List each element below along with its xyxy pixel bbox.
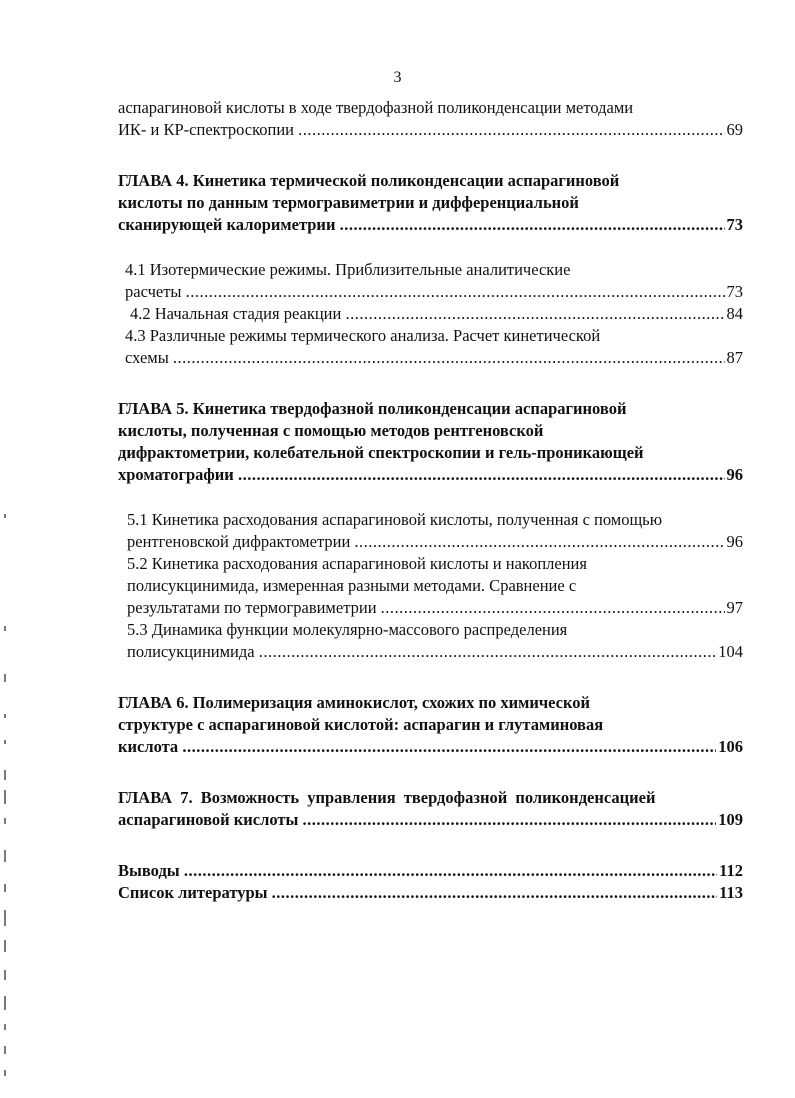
toc-section-4-1 [118, 259, 743, 303]
toc-section-4-2 [118, 303, 743, 325]
page-number: 3 [393, 69, 402, 86]
toc-leader-line [118, 809, 743, 831]
table-of-contents [118, 97, 743, 904]
chapter-title-line: сканирующей калориметрии [118, 215, 336, 234]
section-title-line: полисукцинимида, измеренная разными методами. Сравнение с [127, 576, 577, 595]
toc-chapter-7 [118, 787, 743, 831]
page-ref: 87 [726, 348, 743, 367]
chapter-title-line: кислота [118, 737, 179, 756]
toc-references [118, 882, 743, 904]
chapter-title-line: дифрактометрии, колебательной спектроскопии и гель-проникающей [118, 443, 644, 462]
page-ref: 96 [726, 532, 743, 551]
toc-leader-line [118, 860, 743, 882]
toc-conclusions [118, 860, 743, 882]
section-title-line: 5.1 Кинетика расходования аспарагиновой кислоты, полученная с помощью [127, 510, 663, 529]
toc-section-5-1 [118, 509, 743, 553]
toc-entry-continuation [118, 97, 743, 141]
page-ref: 69 [726, 120, 743, 139]
section-title-line: результатами по термогравиметрии [127, 598, 377, 617]
section-title-line: 4.1 Изотермические режимы. Приблизительные аналитические [125, 260, 571, 279]
chapter-title-line: ГЛАВА 7. Возможность управления твердофазной поликонденсацией [118, 788, 656, 807]
toc-leader-line [127, 641, 743, 663]
chapter-title-line: кислоты, полученная с помощью методов рентгеновской [118, 421, 544, 440]
toc-leader-line [125, 281, 743, 303]
page-ref: 97 [726, 598, 743, 617]
chapter-title-line: ГЛАВА 4. Кинетика термической поликонденсации аспарагиновой [118, 171, 620, 190]
page-ref: 73 [726, 282, 743, 301]
page-ref: 109 [718, 810, 743, 829]
toc-leader-line [118, 464, 743, 486]
toc-leader-line [118, 882, 743, 904]
page-ref: 84 [726, 304, 743, 323]
chapter-title-line: ГЛАВА 6. Полимеризация аминокислот, схожих по химической [118, 693, 591, 712]
scan-edge-specks [4, 500, 12, 1098]
page-ref: 106 [718, 737, 743, 756]
toc-chapter-6 [118, 692, 743, 758]
toc-section-5-3 [118, 619, 743, 663]
page-ref: 96 [726, 465, 743, 484]
toc-leader-line [118, 214, 743, 236]
toc-section-5-2 [118, 553, 743, 619]
toc-leader-line [125, 347, 743, 369]
chapter-title-line: структуре с аспарагиновой кислотой: аспарагин и глутаминовая [118, 715, 604, 734]
toc-text-line: аспарагиновой кислоты в ходе твердофазной поликонденсации методами [118, 98, 634, 117]
toc-leader-line [127, 597, 743, 619]
toc-leader-line [118, 736, 743, 758]
page-ref: 73 [726, 215, 743, 234]
toc-section-4-3 [118, 325, 743, 369]
chapter-title-line: хроматографии [118, 465, 234, 484]
page-ref: 113 [719, 883, 743, 902]
toc-leader-line [127, 531, 743, 553]
toc-chapter-5 [118, 398, 743, 486]
section-title-line: схемы [125, 348, 169, 367]
section-title-line: расчеты [125, 282, 182, 301]
page-ref: 112 [719, 861, 743, 880]
chapter-title-line: ГЛАВА 5. Кинетика твердофазной поликонденсации аспарагиновой [118, 399, 627, 418]
toc-leader-line [118, 119, 743, 141]
conclusions-label: Выводы [118, 861, 180, 880]
section-title-line: 4.2 Начальная стадия реакции [130, 304, 342, 323]
chapter-title-line: кислоты по данным термогравиметрии и дифференциальной [118, 193, 579, 212]
section-title-line: полисукцинимида [127, 642, 255, 661]
toc-chapter-4 [118, 170, 743, 236]
toc-text: ИК- и КР-спектроскопии [118, 120, 295, 139]
section-title-line: 5.2 Кинетика расходования аспарагиновой кислоты и накопления [127, 554, 587, 573]
page-ref: 104 [718, 642, 743, 661]
section-title-line: рентгеновской дифрактометрии [127, 532, 351, 551]
chapter-title-line: аспарагиновой кислоты [118, 810, 299, 829]
references-label: Список литературы [118, 883, 268, 902]
section-title-line: 4.3 Различные режимы термического анализа. Расчет кинетической [125, 326, 601, 345]
toc-leader-line [130, 303, 743, 325]
section-title-line: 5.3 Динамика функции молекулярно-массового распределения [127, 620, 568, 639]
